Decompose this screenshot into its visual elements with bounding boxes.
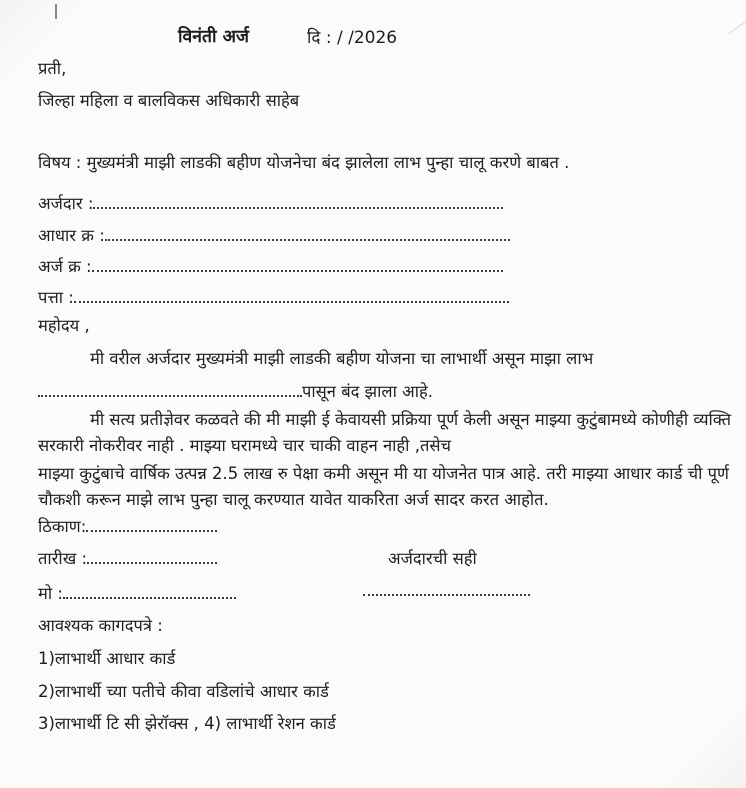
body-para1-tail: पासून बंद झाला आहे. [302, 382, 433, 401]
date-line: दि : / /2026 [307, 28, 398, 48]
required-document-item-2: 2)लाभार्थी च्या पतीचे कीवा वडिलांचे आधार कार्ड [38, 682, 329, 701]
body-para2: मी सत्य प्रतीज्ञेवर कळवते की मी माझी ई केवायसी प्रक्रिया पूर्ण केली असून माझ्या कुटुंबामध्ये कोणीही व्यक्ति सरकारी नोकरीवर नाही . माझ्या घरामध्ये चार चाकी वाहन नाही ,तसेच [38, 410, 732, 455]
place-label: ठिकाण: [38, 517, 87, 536]
required-document-item-3: 3)लाभार्थी टि सी झेरॉक्स , 4) लाभार्थी रेशन कार्ड [38, 714, 336, 733]
since-date-dotted-line [38, 391, 302, 397]
signature-label: अर्जदारची सही [388, 549, 477, 568]
signature-dotted-line [363, 590, 530, 596]
field-applicant-label: अर्जदार : [38, 194, 94, 213]
page-title: विनंती अर्ज [178, 27, 249, 47]
scan-artifact [728, 19, 746, 35]
signoff-place [38, 514, 217, 537]
body-para1-continuation [38, 379, 433, 402]
mobile-dotted-line [63, 593, 236, 599]
field-applicant [38, 191, 503, 214]
body-para3: माझ्या कुटुंबाचे वार्षिक उत्पन्न 2.5 लाख रु पेक्षा कमी असून मी या योजनेत पात्र आहे. तरी माझ्या आधार कार्ड ची पूर्ण चौकशी करून माझे लाभ पुन्हा चालू करण्यात यावेत याकरिता अर्ज सादर करत आहोत. [38, 464, 729, 509]
field-aadhaar-dotted-line [105, 235, 510, 241]
signoff-mobile [38, 581, 236, 604]
body-salutation: महोदय , [38, 316, 90, 335]
field-aadhaar-number [38, 223, 510, 246]
recipient-salutation: प्रती, [38, 59, 67, 78]
field-aadhaar-number-label: आधार क्र : [38, 226, 105, 245]
field-application-dotted-line [92, 266, 503, 272]
subject-line: विषय : मुख्यमंत्री माझी लाडकी बहीण योजनेचा बंद झालेला लाभ पुन्हा चालू करणे बाबत . [38, 153, 570, 172]
mobile-label: मो : [38, 584, 63, 603]
text-cursor-mark [55, 4, 57, 19]
field-address [38, 285, 509, 308]
required-documents-heading: आवश्यक कागदपत्रे : [38, 616, 163, 635]
field-applicant-dotted-line [93, 203, 503, 209]
body-para1: मी वरील अर्जदार मुख्यमंत्री माझी लाडकी बहीण योजना चा लाभार्थी असून माझा लाभ [90, 349, 594, 368]
signoff-date-label: तारीख : [38, 549, 88, 568]
signoff-date-dotted-line [87, 558, 217, 564]
place-dotted-line [86, 526, 217, 532]
field-address-dotted-line [74, 297, 509, 303]
signoff-date [38, 546, 217, 569]
field-address-label: पत्ता : [38, 288, 74, 307]
signature-dotted-line-wrap [363, 581, 530, 600]
field-application-number [38, 254, 503, 277]
field-application-number-label: अर्ज क्र : [38, 257, 92, 276]
required-document-item-1: 1)लाभार्थी आधार कार्ड [38, 649, 176, 668]
recipient-addressee: जिल्हा महिला व बालविकस अधिकारी साहेब [38, 91, 300, 110]
